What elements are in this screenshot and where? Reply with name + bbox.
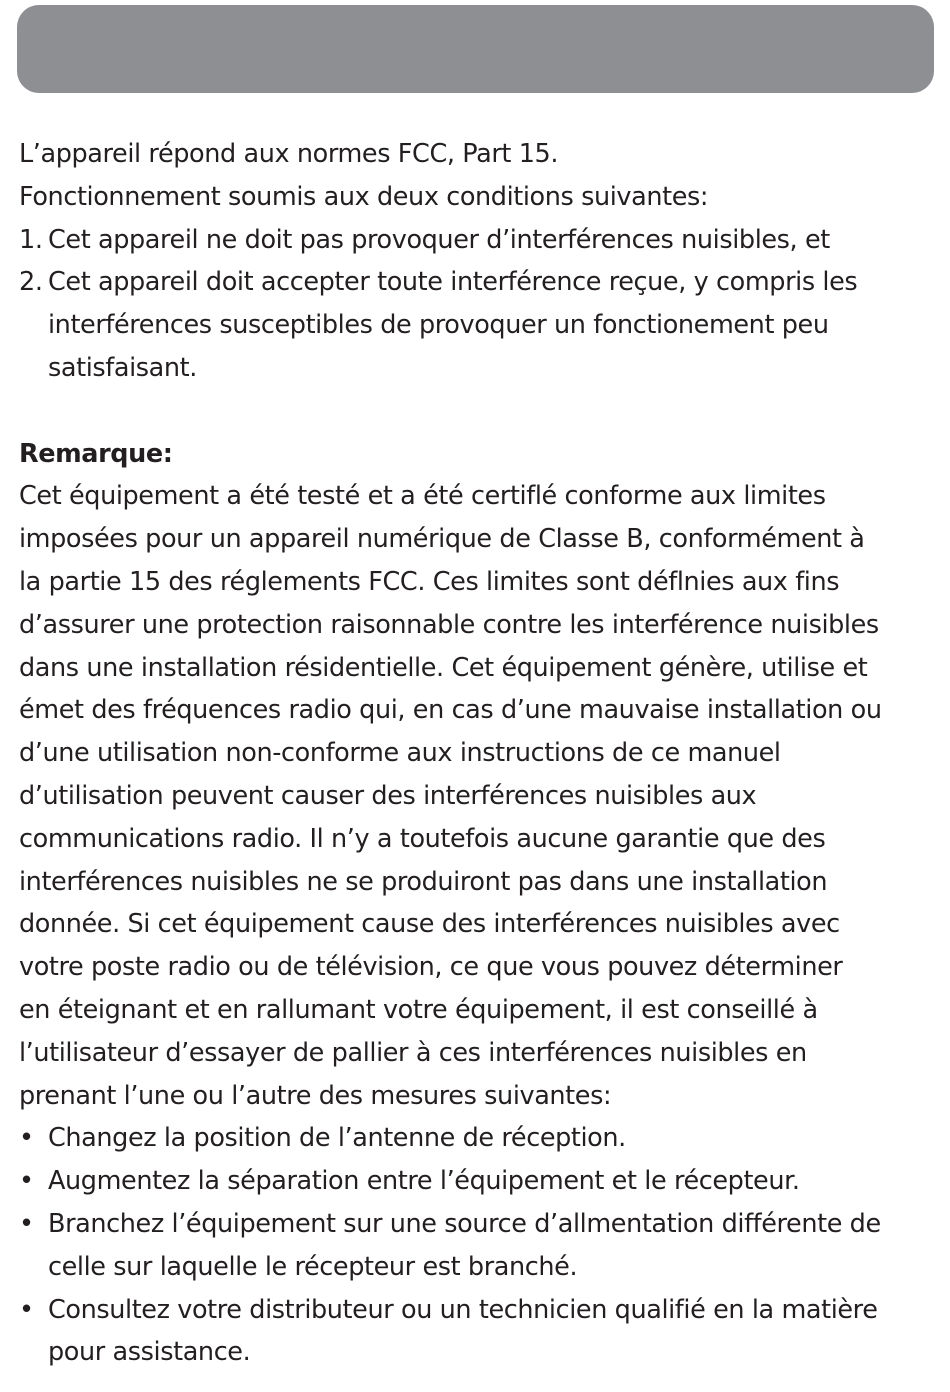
bullet: • xyxy=(19,1123,34,1154)
condition-text: Cet appareil ne doit pas provoquer d’interférences nuisibles, et xyxy=(48,224,830,255)
measure-item xyxy=(19,1117,941,1160)
bullet: • xyxy=(19,1294,34,1325)
measure-item xyxy=(19,1160,941,1203)
fcc-notice xyxy=(19,133,941,1374)
spacer xyxy=(19,390,941,433)
note-paragraph: Cet équipement a été testé et a été certiflé conforme aux limites imposées pour un appareil numérique de Classe B, conformément à la partie 15 des réglements FCC. Ces limites sont déflnies aux fins d’assurer une protection raisonnable contre les interférence nuisibles dans une installation résidentielle. Cet équipement génère, utilise et émet des fréquences radio qui, en cas d’une mauvaise installation ou d’une utilisation non-conforme aux instructions de ce manuel d’utilisation peuvent causer des interférences nuisibles aux communications radio. Il n’y a toutefois aucune garantie que des interférences nuisibles ne se produiront pas dans une installation donnée. Si cet équipement cause des interférences nuisibles avec votre poste radio ou de télévision, ce que vous pouvez déterminer en éteignant et en rallumant votre équipement, il est conseillé à l’utilisateur d’essayer de pallier à ces interférences nuisibles en prenant l’une ou l’autre des mesures suivantes: xyxy=(19,481,882,1111)
bullet: • xyxy=(19,1166,34,1197)
measure-text: Consultez votre distributeur ou un technicien qualifié en la matière pour assistance. xyxy=(48,1294,878,1368)
bullet: • xyxy=(19,1208,34,1239)
intro-line-conditions: Fonctionnement soumis aux deux conditions suivantes: xyxy=(19,181,709,212)
measure-text: Branchez l’équipement sur une source d’allmentation différente de celle sur laquelle le récepteur est branché. xyxy=(48,1208,881,1282)
intro-line-compliance: L’appareil répond aux normes FCC, Part 15. xyxy=(19,139,559,169)
header-bar xyxy=(17,5,934,93)
note-heading: Remarque: xyxy=(19,438,173,469)
measure-text: Changez la position de l’antenne de réception. xyxy=(48,1123,626,1154)
condition-item xyxy=(19,261,941,389)
list-number: 1. xyxy=(19,224,43,255)
measure-item xyxy=(19,1203,941,1289)
measure-item xyxy=(19,1289,941,1375)
condition-text: Cet appareil doit accepter toute interférence reçue, y compris les interférences susceptibles de provoquer un fonctionement peu satisfaisant. xyxy=(48,267,858,383)
condition-item xyxy=(19,219,941,262)
list-number: 2. xyxy=(19,267,43,298)
measure-text: Augmentez la séparation entre l’équipement et le récepteur. xyxy=(48,1166,800,1197)
